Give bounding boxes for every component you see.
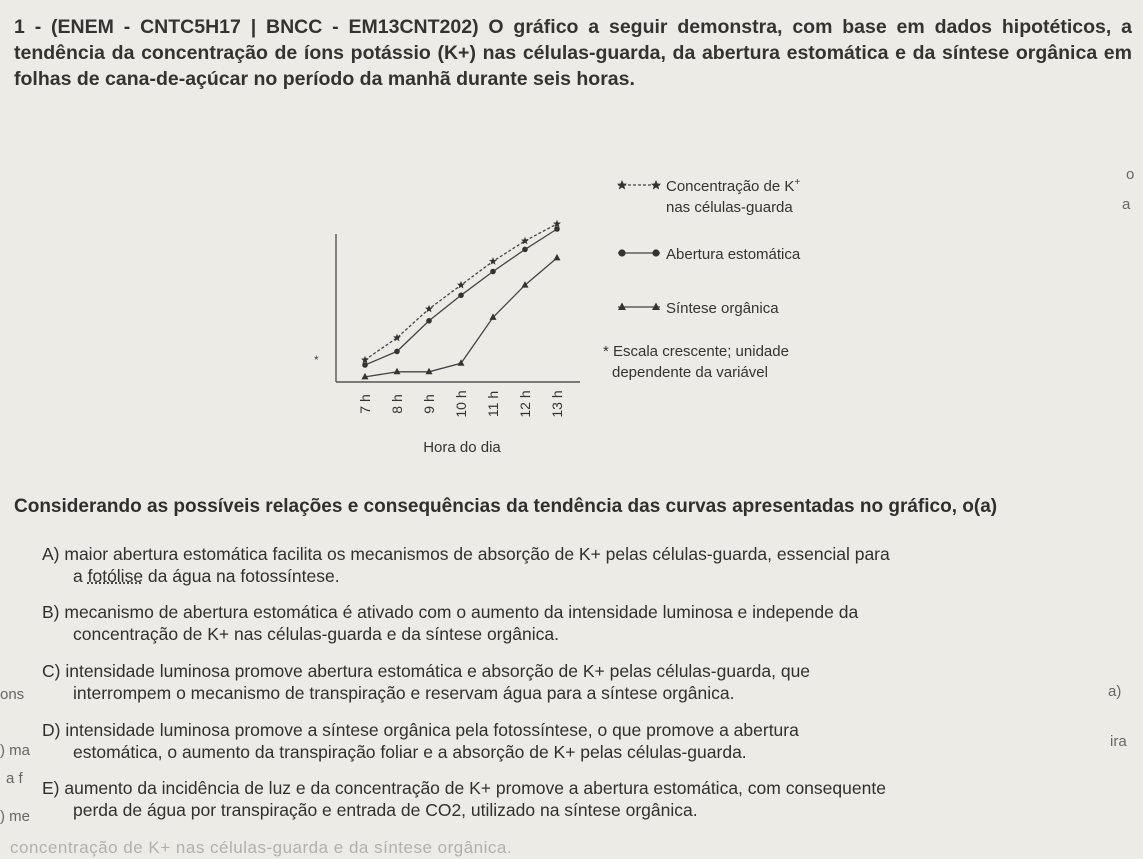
legend-label-organic-synthesis: Síntese orgânica xyxy=(666,300,779,317)
series-stomatal-opening xyxy=(362,226,560,368)
data-point xyxy=(458,293,464,299)
x-axis-label: Hora do dia xyxy=(423,439,501,456)
scale-note-line1: * Escala crescente; unidade xyxy=(603,343,789,360)
data-point xyxy=(522,281,529,288)
x-tick-labels xyxy=(357,390,565,417)
legend-label-potassium-line2: nas células-guarda xyxy=(666,199,793,216)
circle-icon xyxy=(618,249,625,256)
page-edge-right-2: ira xyxy=(1110,733,1127,750)
page-edge-left-1: ons xyxy=(0,686,25,703)
x-tick-label: 11 h xyxy=(485,390,501,418)
option-b[interactable] xyxy=(42,601,858,645)
option-b-line1: mecanismo de abertura estomática é ativado com o aumento da intensidade luminosa e independe da xyxy=(64,602,859,622)
option-b-line2: concentração de K+ nas células-guarda e da síntese orgânica. xyxy=(73,624,559,644)
series-layer xyxy=(361,220,561,380)
page-edge-right-1: a) xyxy=(1108,683,1122,700)
page-edge-left-4: ) me xyxy=(0,808,30,825)
line-chart xyxy=(0,150,860,460)
option-letter: E) xyxy=(42,778,60,798)
legend-item-potassium xyxy=(617,177,800,216)
x-tick-label: 13 h xyxy=(549,390,565,418)
data-point xyxy=(425,305,433,313)
data-point xyxy=(362,362,368,368)
page-edge-right-3: o xyxy=(1126,166,1135,183)
option-a-line2-post: da água na fotossíntese. xyxy=(143,566,340,586)
data-point xyxy=(394,349,400,355)
x-tick-label: 10 h xyxy=(453,390,469,418)
option-e[interactable] xyxy=(42,777,886,821)
x-tick-label: 8 h xyxy=(389,394,405,414)
data-point xyxy=(554,254,561,261)
series-line xyxy=(365,258,557,377)
star-icon xyxy=(617,180,627,190)
option-d-line1: intensidade luminosa promove a síntese orgânica pela fotossíntese, o que promove a abertura xyxy=(65,720,799,740)
triangle-icon xyxy=(652,303,660,311)
option-c[interactable] xyxy=(42,660,810,704)
data-point xyxy=(361,356,369,364)
answer-prompt: Considerando as possíveis relações e consequências da tendência das curvas apresentadas no gráfico, o(a) xyxy=(14,496,998,517)
svg-text:Concentração de K+ xyxy=(666,177,800,195)
star-icon xyxy=(651,180,661,190)
data-point xyxy=(394,368,401,375)
legend-item-stomatal-opening xyxy=(618,246,801,263)
data-point xyxy=(489,257,497,265)
series-organic-synthesis xyxy=(362,254,561,380)
option-e-line2: perda de água por transpiração e entrada de CO2, utilizado na síntese orgânica. xyxy=(73,800,698,820)
bleed-through-text: concentração de K+ nas células-guarda e da síntese orgânica. xyxy=(10,838,513,857)
option-d-line2: estomática, o aumento da transpiração foliar e a absorção de K+ pelas células-guarda. xyxy=(73,742,747,762)
scale-note-line2: dependente da variável xyxy=(612,364,768,381)
data-point xyxy=(554,226,560,232)
option-letter: C) xyxy=(42,661,61,681)
legend-label-stomatal-opening: Abertura estomática xyxy=(666,246,801,263)
data-point xyxy=(522,247,528,253)
option-a-line2-pre: a xyxy=(73,566,88,586)
data-point xyxy=(490,269,496,275)
option-letter: D) xyxy=(42,720,61,740)
page-edge-left-2: ) ma xyxy=(0,742,30,759)
option-a[interactable] xyxy=(42,543,890,587)
circle-icon xyxy=(652,249,659,256)
option-letter: A) xyxy=(42,544,60,564)
question-text: 1 - (ENEM - CNTC5H17 | BNCC - EM13CNT202) O gráfico a seguir demonstra, com base em dados hipotéticos, a tendência da concentração de íons potássio (K+) nas células-guarda, da abertura estomática e da síntese orgânica em folhas de cana-de-açúcar no período da manhã durante seis horas. xyxy=(14,16,1132,90)
page-edge-right-4: a xyxy=(1122,196,1131,213)
legend-label-potassium: Concentração de K xyxy=(666,178,795,195)
option-c-line1: intensidade luminosa promove abertura estomática e absorção de K+ pelas células-guarda, que xyxy=(65,661,811,681)
data-point xyxy=(426,318,432,324)
x-tick-label: 12 h xyxy=(517,390,533,418)
option-d[interactable] xyxy=(42,719,799,763)
option-letter: B) xyxy=(42,602,60,622)
x-tick-label: 7 h xyxy=(357,394,373,414)
series-potassium xyxy=(361,220,561,364)
legend xyxy=(603,177,801,381)
series-line xyxy=(365,224,557,360)
option-e-line1: aumento da incidência de luz e da concentração de K+ promove a abertura estomática, com consequente xyxy=(64,778,886,798)
legend-superscript: + xyxy=(794,177,801,188)
page-edge-left-3: a f xyxy=(6,770,23,787)
option-a-line1: maior abertura estomática facilita os mecanismos de absorção de K+ pelas células-guarda, essencial para xyxy=(64,544,890,564)
x-tick-label: 9 h xyxy=(421,394,437,414)
triangle-icon xyxy=(618,303,626,311)
legend-item-organic-synthesis xyxy=(618,300,779,317)
option-c-line2: interrompem o mecanismo de transpiração e reservam água para a síntese orgânica. xyxy=(73,683,735,703)
y-axis-mark: * xyxy=(314,353,319,367)
underlined-term: fotólise xyxy=(87,566,144,586)
data-point xyxy=(553,220,561,228)
data-point xyxy=(457,281,465,289)
